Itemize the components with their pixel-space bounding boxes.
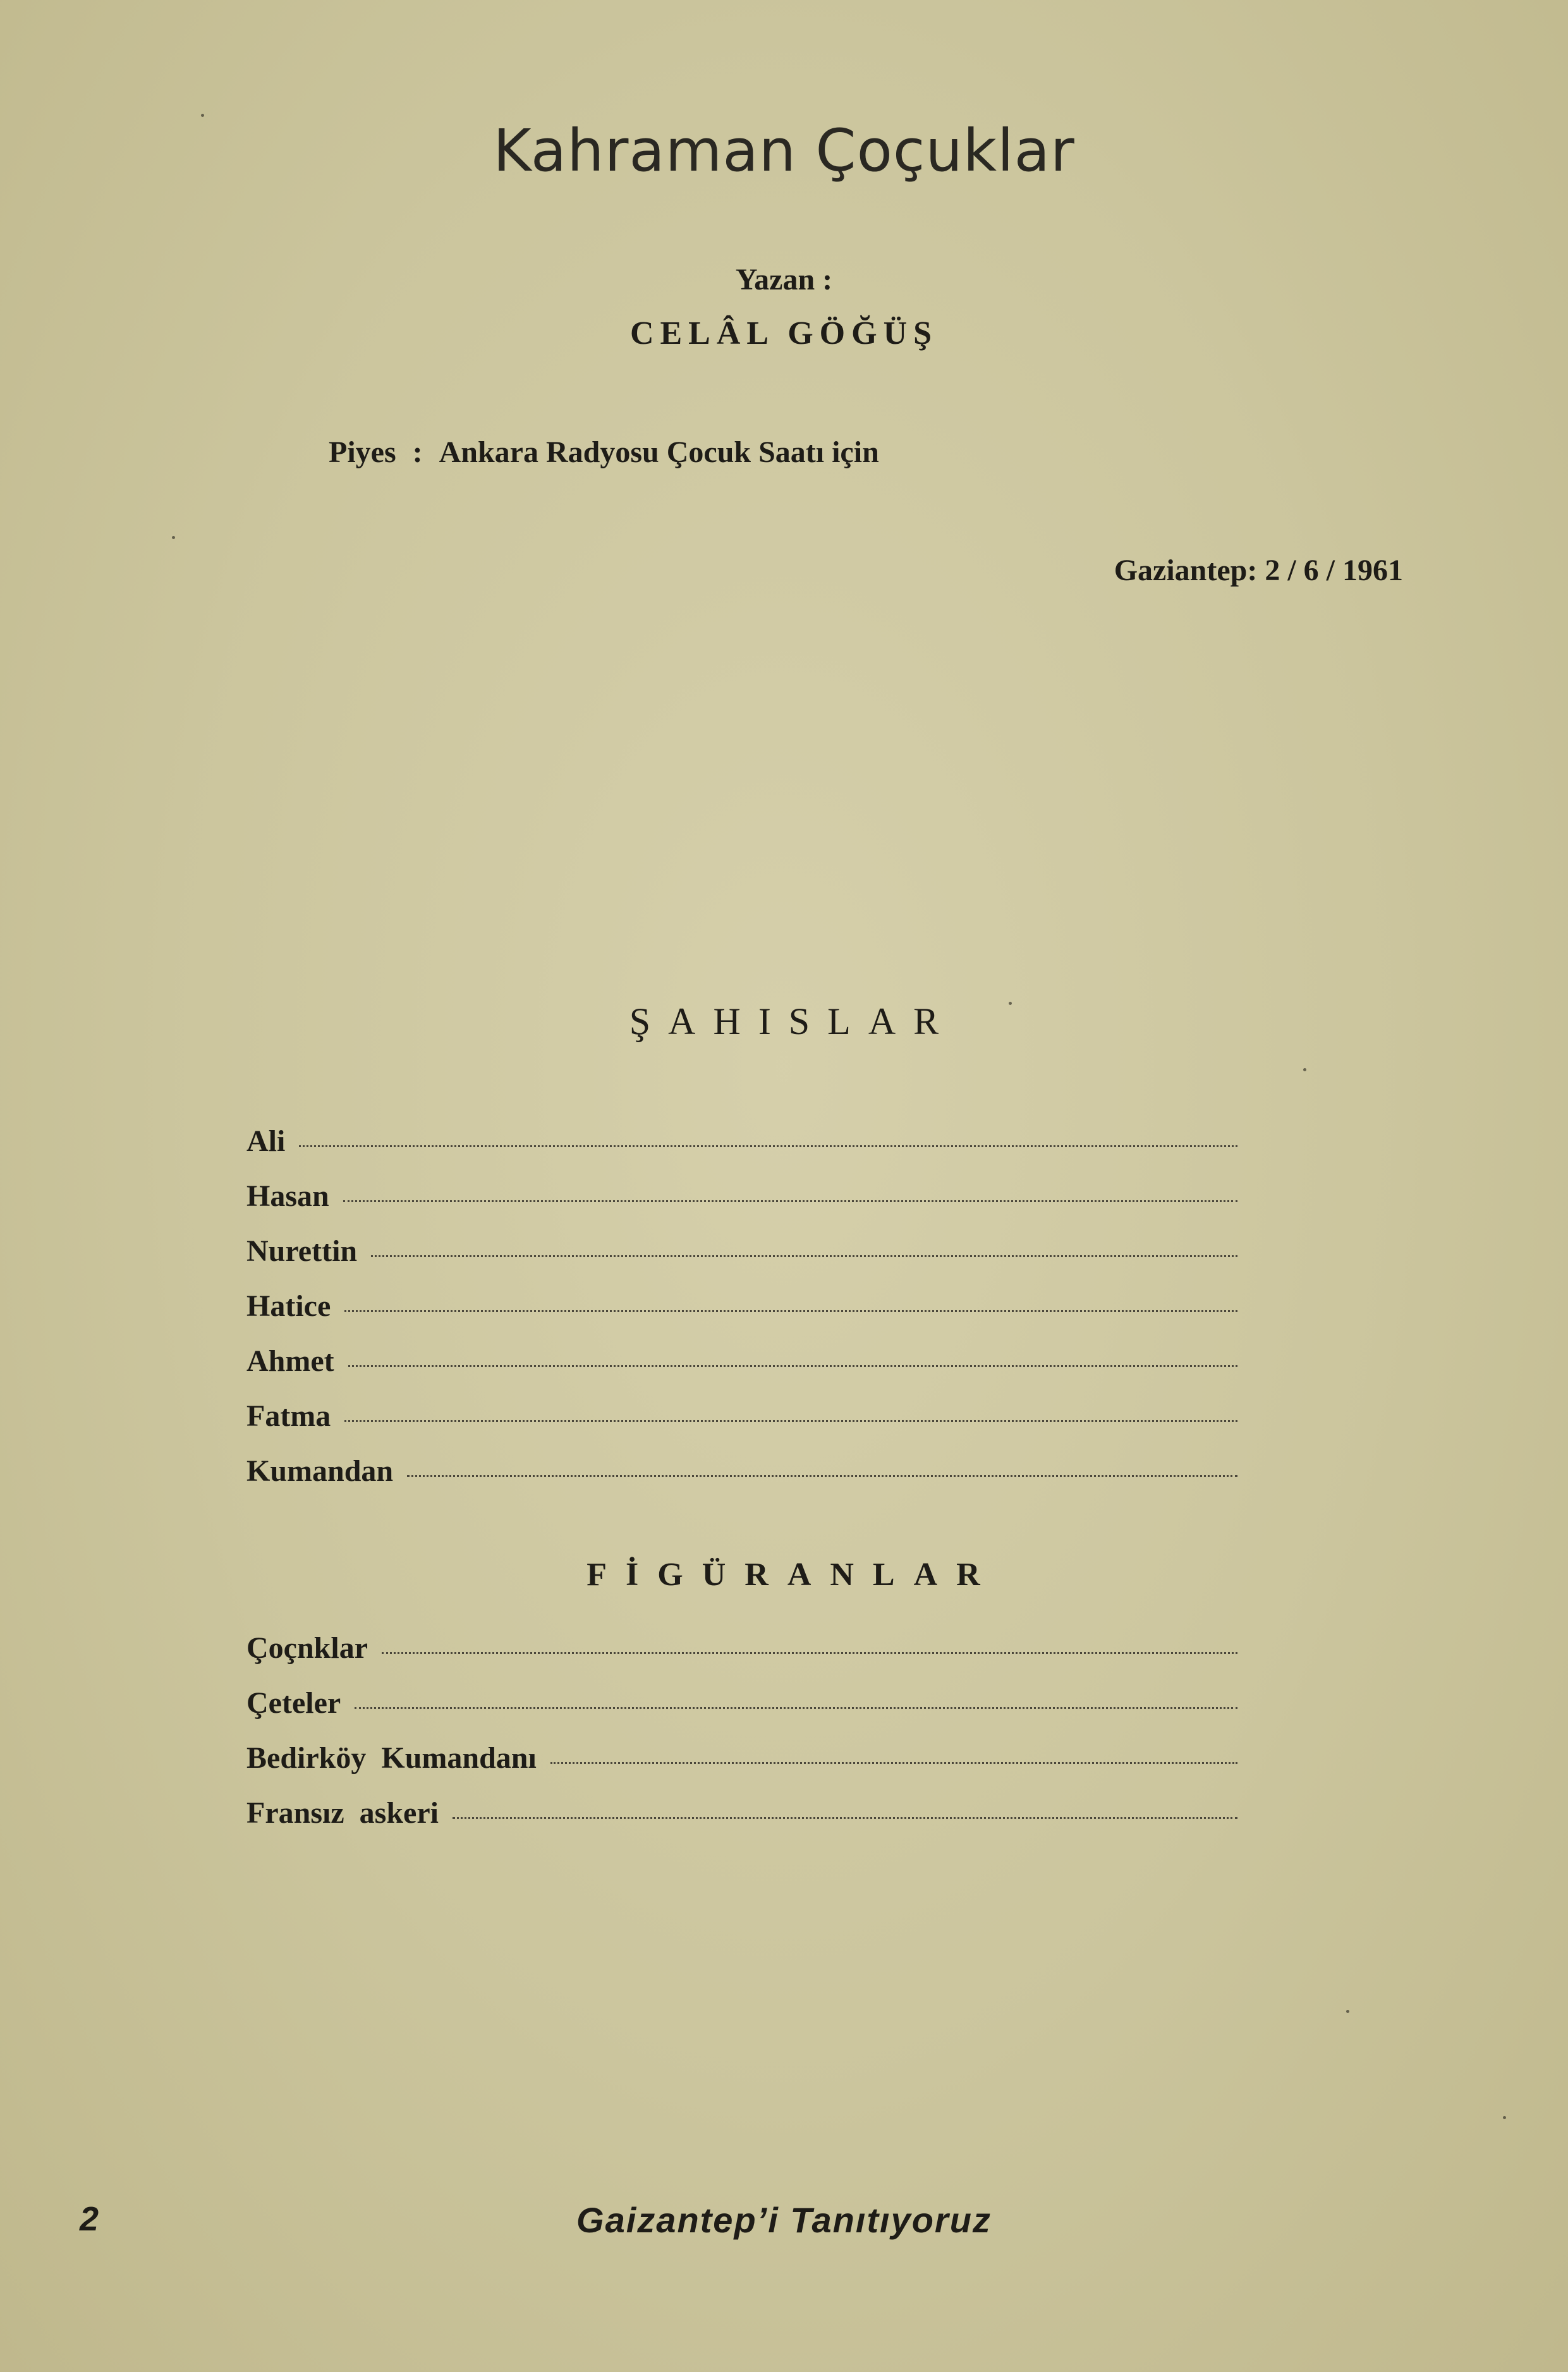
extra-name: Fransız askeri	[246, 1796, 439, 1830]
play-info-line	[329, 435, 879, 470]
dotted-leader	[382, 1652, 1237, 1654]
page-number: 2	[80, 2200, 99, 2238]
play-description: Ankara Radyosu Çocuk Saatı için	[439, 435, 879, 469]
cast-item	[246, 1344, 1237, 1399]
character-name: Hatice	[246, 1289, 331, 1323]
extra-name: Çoçnklar	[246, 1631, 368, 1665]
play-label: Piyes	[329, 435, 396, 469]
cast-item	[246, 1454, 1237, 1509]
character-name: Kumandan	[246, 1454, 394, 1488]
extras-item	[246, 1631, 1237, 1686]
publication-title: Gaizantep’i Tanıtıyoruz	[576, 2200, 992, 2240]
dotted-leader	[550, 1762, 1237, 1764]
cast-item	[246, 1289, 1237, 1344]
extras-heading: FİGÜRANLAR	[586, 1557, 999, 1593]
dotted-leader	[344, 1310, 1237, 1312]
paper-speck	[1346, 2010, 1349, 2013]
character-name: Ali	[246, 1124, 286, 1158]
paper-speck	[1303, 1068, 1306, 1071]
dotted-leader	[299, 1145, 1237, 1147]
author-label: Yazan :	[735, 263, 833, 296]
dotted-leader	[343, 1200, 1237, 1202]
place-date: Gaziantep: 2 / 6 / 1961	[1114, 554, 1403, 587]
cast-item	[246, 1234, 1237, 1289]
dotted-leader	[344, 1420, 1237, 1422]
play-separator: :	[412, 435, 423, 469]
extras-item	[246, 1741, 1237, 1796]
character-name: Hasan	[246, 1179, 329, 1213]
paper-speck	[1009, 1002, 1012, 1005]
dotted-leader	[407, 1475, 1237, 1477]
extras-list	[246, 1631, 1237, 1851]
cast-item	[246, 1399, 1237, 1454]
character-name: Fatma	[246, 1399, 331, 1433]
cast-heading: ŞAHISLAR	[629, 1000, 957, 1042]
cast-list	[246, 1124, 1237, 1509]
dotted-leader	[371, 1255, 1237, 1257]
character-name: Ahmet	[246, 1344, 334, 1378]
dotted-leader	[355, 1707, 1237, 1709]
character-name: Nurettin	[246, 1234, 358, 1268]
dotted-leader	[348, 1365, 1237, 1367]
author-name: CELÂL GÖĞÜŞ	[629, 315, 939, 351]
extras-item	[246, 1796, 1237, 1851]
extra-name: Çeteler	[246, 1686, 341, 1720]
dotted-leader	[453, 1817, 1237, 1819]
cast-item	[246, 1179, 1237, 1234]
paper-speck	[1503, 2116, 1506, 2119]
paper-speck	[201, 114, 204, 117]
cast-item	[246, 1124, 1237, 1179]
extras-item	[246, 1686, 1237, 1741]
paper-speck	[172, 536, 175, 539]
extra-name: Bedirköy Kumandanı	[246, 1741, 537, 1775]
play-title: Kahraman Çoçuklar	[493, 117, 1075, 185]
